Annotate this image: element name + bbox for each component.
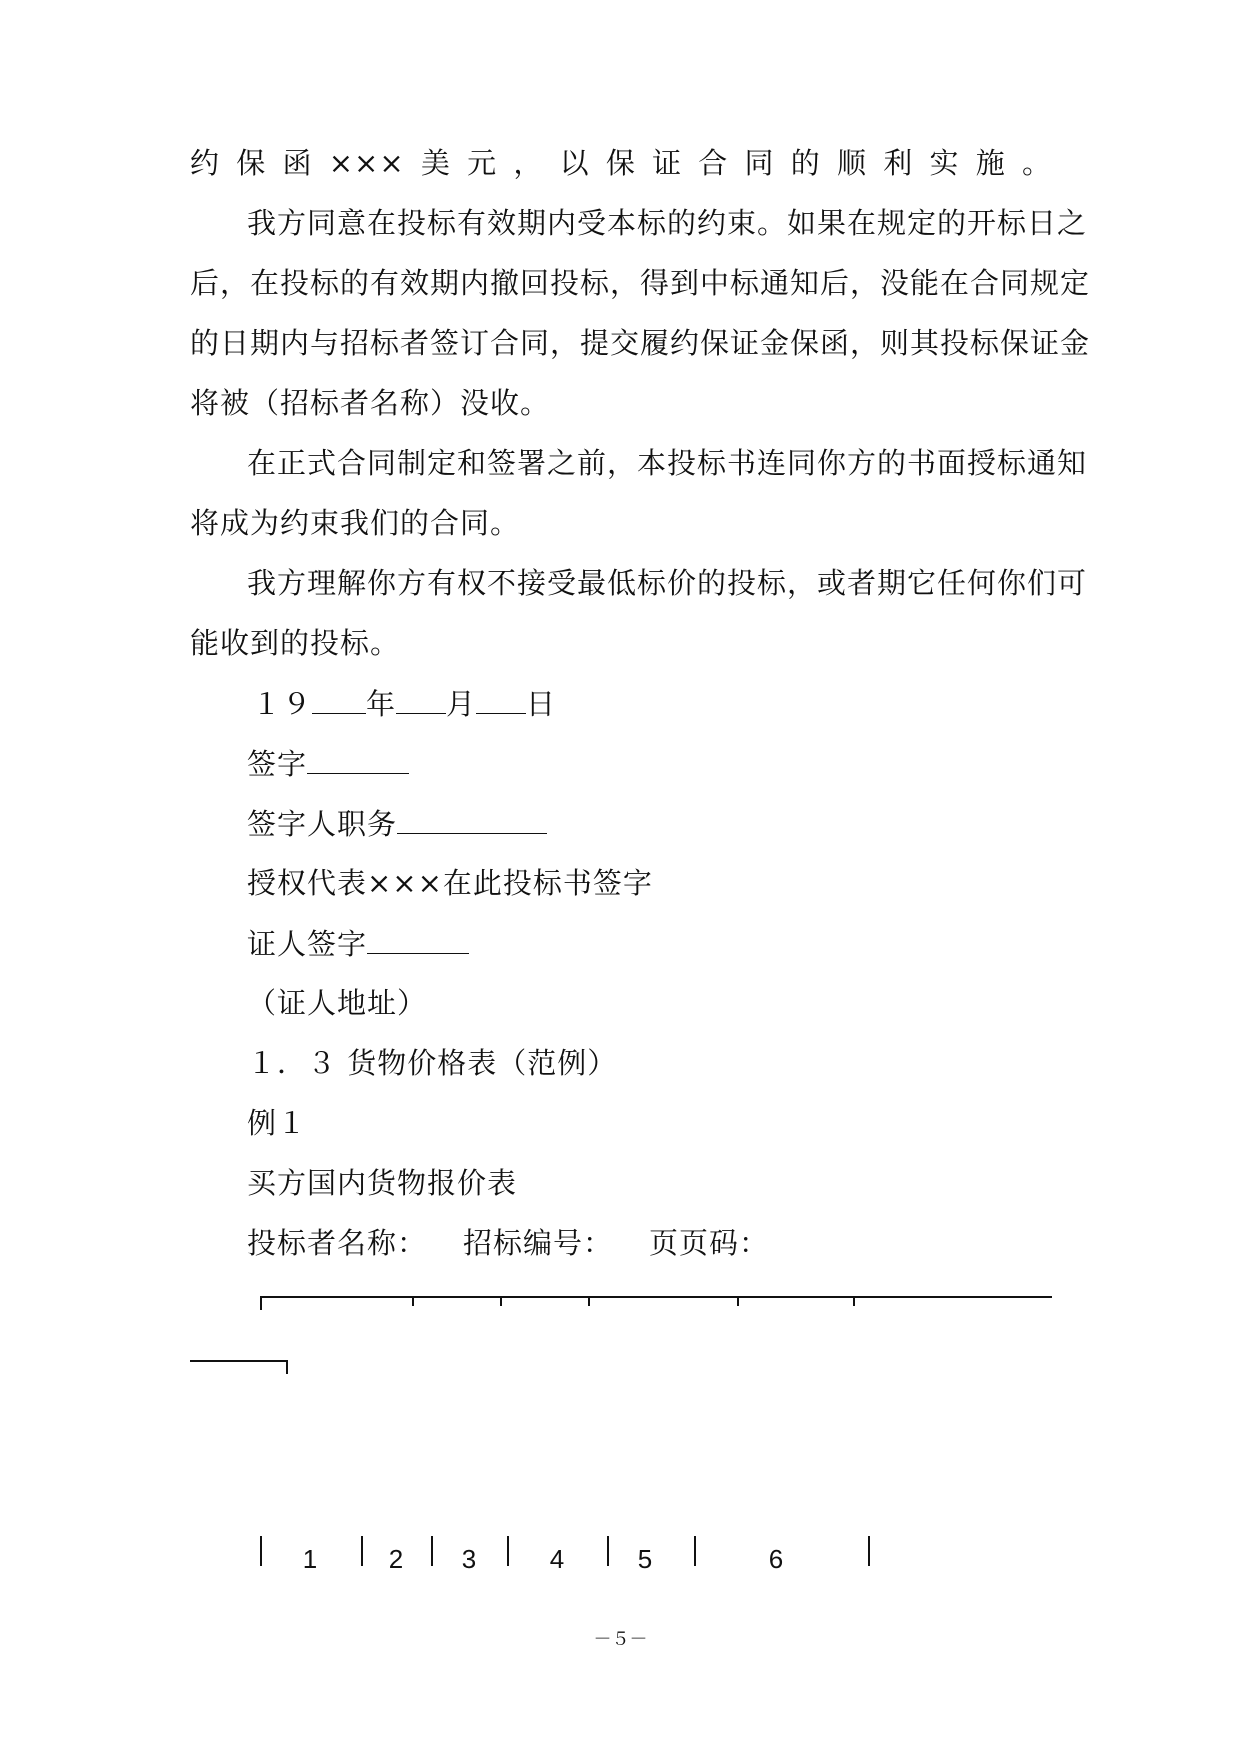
paragraph-line: 的日期内与招标者签订合同，提交履约保证金保函，则其投标保证金 — [190, 326, 1091, 360]
date-month-label: 月 — [446, 687, 477, 721]
signer-title-line — [247, 803, 547, 844]
paragraph-line: 我方同意在投标有效期内受本标的约束。如果在规定的开标日之 — [247, 206, 1088, 240]
paragraph-line: 在正式合同制定和签署之前，本投标书连同你方的书面授标通知 — [247, 446, 1088, 480]
date-year-label: 年 — [366, 687, 397, 721]
authorized-rep-line: 授权代表×××在此投标书签字 — [247, 866, 653, 900]
year-blank — [312, 683, 366, 714]
signature-blank — [307, 743, 409, 774]
paragraph-line: 能收到的投标。 — [190, 626, 401, 660]
column-number: 6 — [768, 1544, 784, 1574]
paragraph-line: 将成为约束我们的合同。 — [190, 506, 521, 540]
signer-title-label: 签字人职务 — [247, 807, 398, 841]
column-number: 2 — [388, 1544, 404, 1574]
paragraph-line: 将被（招标者名称）没收。 — [190, 386, 551, 420]
example-label: 例１ — [247, 1106, 308, 1140]
date-prefix: １９ — [252, 687, 313, 721]
column-number: 3 — [461, 1544, 477, 1574]
witness-sign-blank — [367, 923, 469, 954]
date-line — [252, 683, 556, 724]
paragraph-line: 我方理解你方有权不接受最低标价的投标，或者期它任何你们可 — [247, 566, 1088, 600]
date-day-label: 日 — [526, 687, 557, 721]
column-divider — [868, 1536, 870, 1566]
table-meta-line — [247, 1223, 769, 1263]
column-number: 1 — [302, 1544, 318, 1574]
page-code-label: 页页码： — [649, 1226, 770, 1260]
day-blank — [476, 683, 526, 714]
month-blank — [396, 683, 446, 714]
witness-address-line: （证人地址） — [247, 986, 428, 1020]
signer-title-blank — [397, 803, 547, 834]
bid-number-label: 招标编号： — [463, 1226, 614, 1260]
bidder-name-label: 投标者名称： — [247, 1226, 428, 1260]
paragraph-line: 约保函×××美元，以保证合同的顺利实施。 — [190, 146, 1052, 180]
page-number: －５－ — [593, 1629, 648, 1650]
witness-sign-label: 证人签字 — [247, 927, 368, 961]
witness-sign-line — [247, 923, 469, 964]
paragraph-line: 后，在投标的有效期内撤回投标，得到中标通知后，没能在合同规定 — [190, 266, 1091, 300]
table-title: 买方国内货物报价表 — [247, 1166, 518, 1200]
section-heading: １．３ 货物价格表（范例） — [247, 1046, 618, 1080]
signature-line — [247, 743, 409, 784]
column-number: 5 — [637, 1544, 653, 1574]
sign-label: 签字 — [247, 747, 308, 781]
column-number: 4 — [549, 1544, 565, 1574]
